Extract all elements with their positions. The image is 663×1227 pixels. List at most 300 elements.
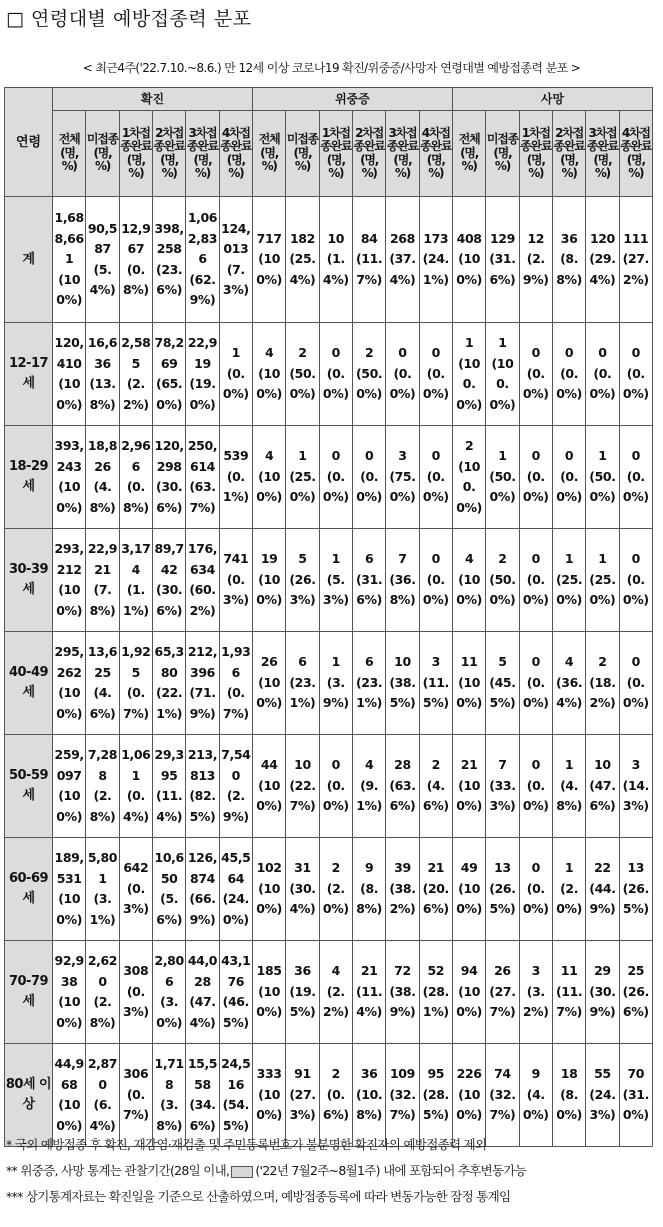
table-cell [486, 529, 519, 632]
cell-count: 1 [331, 654, 340, 670]
cell-percent: (47.4%) [189, 994, 216, 1030]
cell-count: 26 [494, 963, 511, 979]
table-cell [219, 323, 252, 426]
cell-percent: (0.0%) [422, 365, 449, 402]
table-row [5, 632, 653, 735]
cell-percent: (31.0%) [622, 1086, 649, 1123]
table-cell [152, 941, 185, 1044]
cell-percent: (0.1%) [222, 468, 249, 505]
row-age-label: 80세 이상 [5, 1044, 53, 1147]
table-cell [286, 426, 319, 529]
cell-count: 0 [531, 757, 540, 773]
cell-percent: (100.0%) [456, 458, 482, 515]
cell-count: 55 [594, 1066, 611, 1082]
table-cell [152, 197, 185, 323]
sub-header-cell: 1차접종완료 (명, %) [519, 111, 552, 197]
cell-count: 185 [256, 963, 282, 979]
cell-count: 0 [331, 757, 340, 773]
cell-percent: (0.0%) [622, 468, 649, 505]
cell-percent: (0.0%) [222, 365, 249, 402]
table-cell [319, 1044, 352, 1147]
cell-count: 31 [294, 860, 311, 876]
cell-count: 4 [264, 448, 274, 464]
cell-count: 10 [594, 757, 611, 773]
table-cell [486, 941, 519, 1044]
cell-count: 13 [494, 860, 511, 876]
cell-percent: (31.6%) [355, 571, 383, 608]
cell-count: 6 [364, 654, 374, 670]
cell-count: 308 [123, 963, 149, 979]
cell-percent: (4.8%) [89, 479, 116, 515]
table-cell [552, 632, 585, 735]
table-cell [53, 529, 86, 632]
table-cell [519, 1044, 552, 1147]
table-cell [252, 529, 285, 632]
cell-percent: (23.1%) [355, 674, 383, 711]
table-cell [552, 323, 585, 426]
cell-percent: (33.3%) [489, 777, 516, 814]
cell-count: 0 [564, 345, 574, 361]
cell-count: 0 [531, 345, 540, 361]
table-cell [152, 838, 185, 941]
cell-percent: (36.8%) [389, 571, 416, 608]
cell-percent: (34.6%) [189, 1097, 216, 1133]
cell-percent: (25.0%) [589, 571, 616, 608]
cell-count: 0 [431, 345, 440, 361]
cell-percent: (2.9%) [522, 251, 549, 287]
cell-count: 120 [589, 230, 615, 246]
cell-percent: (2.9%) [222, 788, 249, 824]
table-cell [119, 426, 152, 529]
table-cell [319, 632, 352, 735]
cell-count: 5,801 [87, 850, 118, 886]
table-cell [86, 197, 119, 323]
cell-count: 173 [423, 230, 449, 246]
cell-percent: (0.7%) [122, 685, 149, 721]
table-cell [219, 941, 252, 1044]
table-cell [452, 941, 485, 1044]
cell-percent: (26.3%) [289, 571, 316, 608]
table-cell [419, 529, 452, 632]
table-cell [53, 838, 86, 941]
cell-percent: (6.4%) [89, 1097, 116, 1133]
cell-count: 717 [256, 230, 282, 246]
cell-percent: (0.0%) [322, 468, 349, 505]
cell-percent: (38.9%) [389, 983, 416, 1020]
table-cell [219, 426, 252, 529]
cell-percent: (8.0%) [556, 1086, 582, 1123]
cell-percent: (71.9%) [189, 685, 216, 721]
cell-count: 293,212 [54, 541, 84, 577]
cell-count: 0 [331, 345, 340, 361]
cell-count: 36 [294, 963, 311, 979]
cell-count: 22,921 [87, 541, 118, 577]
cell-percent: (27.7%) [489, 983, 516, 1020]
cell-percent: (1.1%) [122, 582, 149, 618]
table-cell [519, 197, 552, 323]
cell-count: 1,718 [154, 1056, 184, 1092]
cell-percent: (11.4%) [156, 788, 183, 824]
cell-percent: (11.7%) [555, 983, 583, 1020]
table-cell [452, 735, 485, 838]
table-cell [352, 323, 385, 426]
age-column-header: 연령 [5, 88, 53, 197]
cell-count: 3,174 [121, 541, 151, 577]
table-cell [86, 735, 119, 838]
cell-percent: (0.6%) [322, 1086, 349, 1123]
cell-count: 4 [364, 757, 374, 773]
cell-count: 2 [431, 757, 440, 773]
cell-percent: (3.1%) [89, 891, 116, 927]
table-cell [186, 632, 219, 735]
table-cell [419, 941, 452, 1044]
cell-count: 94 [460, 963, 478, 979]
cell-percent: (54.5%) [222, 1097, 249, 1133]
table-cell [86, 632, 119, 735]
cell-percent: (3.0%) [156, 994, 183, 1030]
table-cell [519, 426, 552, 529]
cell-percent: (27.2%) [622, 251, 649, 287]
cell-count: 1 [564, 757, 574, 773]
cell-percent: (100%) [56, 271, 83, 308]
cell-count: 176,634 [187, 541, 218, 577]
table-cell [352, 426, 385, 529]
table-cell [186, 941, 219, 1044]
cell-percent: (26.5%) [489, 880, 516, 917]
cell-percent: (100%) [56, 891, 83, 927]
sub-header-cell: 2차접종완료 (명, %) [552, 111, 585, 197]
sub-header-cell: 4차접종완료 (명, %) [219, 111, 252, 197]
cell-percent: (100.0%) [456, 355, 482, 412]
cell-percent: (3.8%) [156, 1097, 183, 1133]
cell-percent: (100%) [56, 788, 83, 824]
row-age-label: 50-59세 [5, 735, 53, 838]
cell-percent: (25.4%) [289, 251, 316, 287]
table-row [5, 426, 653, 529]
cell-count: 102 [256, 860, 282, 876]
cell-count: 0 [531, 551, 540, 567]
cell-percent: (0.0%) [522, 468, 549, 505]
cell-count: 9 [364, 860, 374, 876]
cell-percent: (9.1%) [356, 777, 382, 814]
cell-count: 7,540 [221, 747, 251, 783]
cell-percent: (28.1%) [422, 983, 449, 1020]
table-cell [119, 1044, 152, 1147]
cell-percent: (0.8%) [122, 479, 149, 515]
table-cell [452, 323, 485, 426]
cell-count: 306 [123, 1066, 149, 1082]
cell-percent: (31.6%) [489, 251, 516, 287]
cell-count: 1,925 [121, 644, 151, 680]
cell-percent: (100%) [56, 479, 83, 515]
table-cell [452, 426, 485, 529]
cell-count: 0 [331, 448, 340, 464]
cell-count: 6 [298, 654, 307, 670]
row-age-label: 70-79세 [5, 941, 53, 1044]
cell-count: 398,258 [154, 220, 184, 256]
cell-percent: (63.6%) [389, 777, 416, 814]
table-cell [552, 529, 585, 632]
table-cell [519, 735, 552, 838]
table-cell [386, 426, 419, 529]
cell-percent: (100%) [256, 571, 282, 608]
table-cell [319, 941, 352, 1044]
cell-percent: (0.0%) [322, 365, 349, 402]
table-cell [53, 323, 86, 426]
table-cell [152, 735, 185, 838]
cell-count: 2 [498, 551, 507, 567]
cell-percent: (100%) [256, 674, 282, 711]
cell-percent: (23.1%) [289, 674, 316, 711]
table-cell [252, 838, 285, 941]
cell-count: 92,938 [54, 953, 84, 989]
cell-count: 15,558 [187, 1056, 218, 1092]
cell-count: 95 [427, 1066, 445, 1082]
table-cell [452, 1044, 485, 1147]
cell-count: 90,587 [87, 220, 118, 256]
cell-count: 44,028 [187, 953, 218, 989]
cell-percent: (60.2%) [189, 582, 216, 618]
table-cell [152, 529, 185, 632]
table-cell [619, 529, 652, 632]
cell-count: 0 [598, 345, 607, 361]
row-age-label: 30-39세 [5, 529, 53, 632]
cell-count: 29,395 [154, 747, 184, 783]
cell-percent: (100%) [256, 983, 282, 1020]
sub-header-row [5, 111, 653, 197]
cell-percent: (25.0%) [555, 571, 583, 608]
cell-percent: (11.5%) [422, 674, 449, 711]
table-row [5, 529, 653, 632]
cell-count: 2 [364, 345, 374, 361]
sub-header-cell: 전체 (명, %) [252, 111, 285, 197]
table-cell [119, 941, 152, 1044]
footnote-2-suffix: ('22년 7월2주~8월1주) 내에 포함되어 추후변동가능 [255, 1163, 527, 1178]
table-cell [152, 1044, 185, 1147]
table-cell [619, 1044, 652, 1147]
cell-percent: (100%) [56, 1097, 83, 1133]
footnote-2-prefix: ** 위중증, 사망 통계는 관찰기간(28일 이내, [6, 1163, 230, 1178]
cell-percent: (100%) [56, 582, 83, 618]
cell-percent: (2.2%) [322, 983, 349, 1020]
table-cell [119, 735, 152, 838]
cell-count: 1 [564, 551, 574, 567]
cell-percent: (100%) [56, 376, 83, 412]
table-cell [419, 197, 452, 323]
cell-percent: (65.0%) [156, 376, 183, 412]
sub-header-cell: 미접종 (명, %) [286, 111, 319, 197]
cell-count: 295,262 [54, 644, 84, 680]
cell-percent: (63.7%) [189, 479, 216, 515]
cell-count: 10 [327, 230, 345, 246]
table-cell [319, 426, 352, 529]
cell-count: 1 [598, 551, 607, 567]
table-cell [386, 323, 419, 426]
cell-percent: (5.4%) [89, 261, 116, 297]
cell-count: 212,396 [187, 644, 218, 680]
cell-percent: (46.5%) [222, 994, 249, 1030]
table-cell [452, 838, 485, 941]
table-cell [252, 1044, 285, 1147]
table-cell [519, 323, 552, 426]
table-cell [319, 197, 352, 323]
cell-count: 21 [460, 757, 478, 773]
table-cell [86, 426, 119, 529]
cell-count: 10,650 [154, 850, 184, 886]
table-cell [552, 197, 585, 323]
table-cell [352, 632, 385, 735]
table-cell [219, 1044, 252, 1147]
cell-percent: (44.9%) [589, 880, 616, 917]
cell-percent: (7.3%) [222, 261, 249, 297]
cell-count: 1 [598, 448, 607, 464]
group-header-deaths: 사망 [452, 88, 652, 111]
table-cell [186, 838, 219, 941]
cell-count: 2 [298, 345, 307, 361]
cell-percent: (50.0%) [289, 365, 316, 402]
cell-percent: (26.6%) [622, 983, 649, 1020]
table-cell [119, 529, 152, 632]
cell-count: 13 [627, 860, 645, 876]
cell-percent: (75.0%) [389, 468, 416, 505]
cell-count: 10 [394, 654, 411, 670]
table-cell [386, 197, 419, 323]
cell-count: 28 [394, 757, 411, 773]
table-cell [119, 632, 152, 735]
cell-count: 120,298 [154, 438, 184, 474]
cell-percent: (0.0%) [422, 468, 449, 505]
table-cell [386, 632, 419, 735]
cell-percent: (0.3%) [222, 571, 249, 608]
table-cell [552, 1044, 585, 1147]
cell-count: 2 [464, 438, 474, 453]
cell-percent: (0.3%) [122, 880, 149, 917]
sub-header-cell: 전체 (명, %) [53, 111, 86, 197]
table-cell [252, 632, 285, 735]
table-cell [86, 838, 119, 941]
table-cell [53, 941, 86, 1044]
cell-percent: (100%) [256, 468, 282, 505]
table-cell [53, 632, 86, 735]
cell-count: 111 [623, 230, 649, 246]
table-cell [252, 735, 285, 838]
cell-count: 25 [627, 963, 645, 979]
cell-count: 26 [260, 654, 278, 670]
table-cell [486, 197, 519, 323]
cell-count: 1,061 [121, 747, 151, 783]
cell-count: 3 [431, 654, 440, 670]
cell-count: 0 [531, 448, 540, 464]
sub-header-cell: 4차접종완료 (명, %) [619, 111, 652, 197]
footnote-1: * 국외 예방접종 후 확진, 재감염·재검출 및 주민등록번호가 불분명한 확진자의 예방접종력 제외 [6, 1137, 487, 1152]
cell-count: 226 [456, 1066, 482, 1082]
table-cell [419, 426, 452, 529]
cell-percent: (30.6%) [156, 582, 183, 618]
cell-percent: (100%) [256, 365, 282, 402]
cell-percent: (100%) [256, 777, 282, 814]
group-header-confirmed: 확진 [53, 88, 253, 111]
table-cell [53, 197, 86, 323]
shaded-box-legend [231, 1166, 253, 1178]
table-cell [419, 735, 452, 838]
cell-count: 182 [290, 230, 315, 246]
table-row [5, 1044, 653, 1147]
vaccination-history-table [4, 87, 653, 1147]
cell-percent: (100%) [456, 1086, 482, 1123]
cell-count: 539 [223, 448, 249, 464]
cell-percent: (2.8%) [89, 788, 116, 824]
cell-count: 0 [431, 448, 440, 464]
cell-count: 0 [531, 654, 540, 670]
cell-count: 11 [560, 963, 578, 979]
table-cell [386, 1044, 419, 1147]
cell-percent: (66.9%) [189, 891, 216, 927]
cell-percent: (4.0%) [522, 1086, 549, 1123]
cell-percent: (18.2%) [589, 674, 616, 711]
table-cell [86, 529, 119, 632]
cell-count: 1 [231, 345, 240, 361]
table-cell [53, 735, 86, 838]
cell-percent: (5.3%) [322, 571, 349, 608]
cell-percent: (10.8%) [355, 1086, 383, 1123]
cell-percent: (47.6%) [589, 777, 616, 814]
table-row [5, 323, 653, 426]
cell-percent: (25.0%) [289, 468, 316, 505]
cell-percent: (0.0%) [622, 571, 649, 608]
table-cell [586, 735, 619, 838]
cell-count: 19 [260, 551, 278, 567]
cell-count: 4 [331, 963, 340, 979]
table-cell [286, 1044, 319, 1147]
table-cell [186, 1044, 219, 1147]
table-cell [252, 323, 285, 426]
cell-count: 7 [398, 551, 407, 567]
cell-count: 0 [398, 345, 407, 361]
cell-count: 124,013 [221, 220, 251, 256]
table-cell [386, 838, 419, 941]
cell-count: 1,936 [221, 644, 251, 680]
cell-count: 7,288 [87, 747, 118, 783]
cell-percent: (100%) [256, 251, 282, 287]
table-cell [186, 529, 219, 632]
sub-header-cell: 1차접종완료 (명, %) [319, 111, 352, 197]
sub-header-cell: 3차접종완료 (명, %) [386, 111, 419, 197]
cell-count: 1,688,661 [54, 210, 84, 267]
cell-count: 0 [531, 860, 540, 876]
cell-count: 642 [123, 860, 149, 876]
table-cell [252, 197, 285, 323]
cell-count: 91 [294, 1066, 311, 1082]
cell-percent: (19.5%) [289, 983, 316, 1020]
table-body [5, 197, 653, 1147]
cell-count: 213,813 [187, 747, 218, 783]
cell-percent: (0.7%) [122, 1086, 149, 1123]
cell-percent: (22.7%) [289, 777, 316, 814]
cell-count: 2,806 [154, 953, 184, 989]
table-cell [552, 941, 585, 1044]
table-cell [519, 941, 552, 1044]
table-cell [586, 632, 619, 735]
cell-count: 5 [498, 654, 507, 670]
cell-count: 2 [598, 654, 607, 670]
cell-count: 1 [331, 551, 340, 567]
cell-percent: (100%) [56, 994, 83, 1030]
cell-count: 2 [331, 860, 340, 876]
cell-count: 18 [560, 1066, 578, 1082]
table-cell [452, 529, 485, 632]
table-cell [552, 426, 585, 529]
table-cell [352, 1044, 385, 1147]
